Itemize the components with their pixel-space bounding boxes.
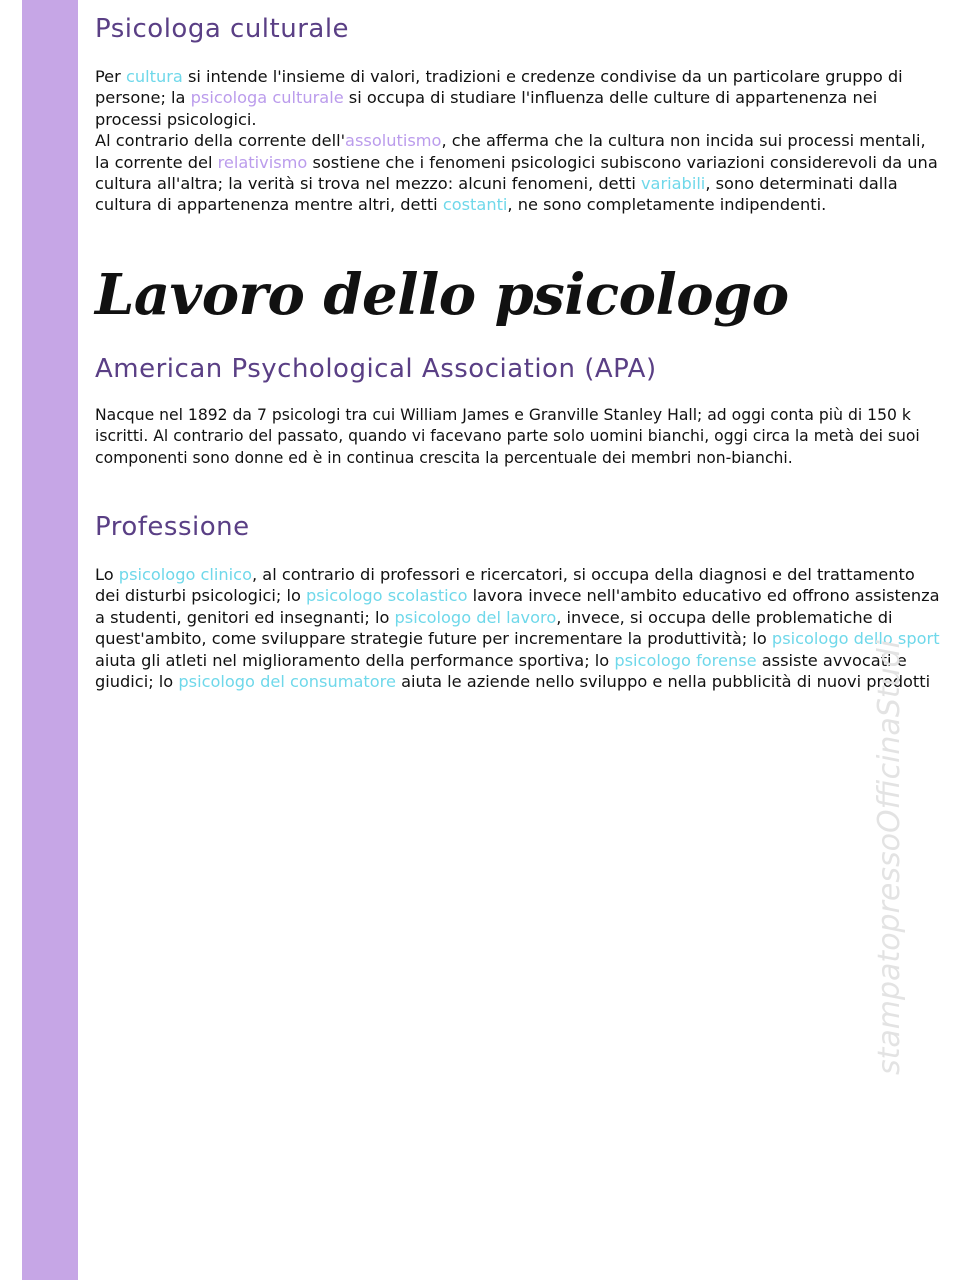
term-psicologo-clinico: psicologo clinico [118,565,252,584]
term-psicologo-dello-sport: psicologo dello sport [771,629,940,649]
paragraph-apa: Nacque nel 1892 da 7 psicologi tra cui William James e Granville Stanley Hall; ad oggi conta più di 150 k iscritti. Al contrario del passato, quando vi facevano parte solo uomini bianchi, oggi circa la metà dei suoi componenti sono donne ed è in continua crescita la percentuale dei membri non-bianchi. [95,406,920,467]
term-relativismo: relativismo [217,152,308,172]
term-cultura: cultura [125,67,183,86]
term-psicologo-del-lavoro: psicologo del lavoro [394,607,557,627]
term-psicologo-scolastico: psicologo scolastico [306,586,468,606]
watermark: stampatopressoOfficinaStudi [872,639,907,1075]
term-psicologo-del-consumatore: psicologo del consumatore [178,672,396,692]
heading-psicologa-culturale: Psicologa culturale [95,14,350,44]
left-margin-bar [22,0,78,1280]
term-assolutismo: assolutismo [345,131,442,151]
heading-professione: Professione [95,512,250,542]
term-psicologa-culturale: psicologa culturale [190,88,344,108]
heading-apa: American Psychological Association (APA) [95,354,657,384]
paragraph-professione: Lo psicologo clinico, al contrario di professori e ricercatori, si occupa della diagnosi e del trattamento dei disturbi psicologici; lo psicologo scolastico lavora invece nell'ambito educativo ed offrono assistenza a studenti, genitori ed insegnanti; lo psicologo del lavoro, invece, si occupa delle problematiche di quest'ambito, come sviluppare strategie future per incrementare la produttività; lo psicologo dello sport aiuta gli atleti nel miglioramento della performance sportiva; lo psicologo forense assiste avvocati e giudici; lo psicologo del consumatore aiuta le aziende nello sviluppo e nella pubblicità di nuovi prodotti [95,565,940,692]
term-variabili: variabili [640,174,706,194]
term-costanti: costanti [442,195,508,215]
main-title: Lavoro dello psicologo [95,262,789,328]
term-psicologo-forense: psicologo forense [614,650,757,670]
paragraph-psicologa-culturale: Per cultura si intende l'insieme di valori, tradizioni e credenze condivise da un particolare gruppo di persone; la psicologa culturale si occupa di studiare l'influenza delle culture di appartenenza nei processi psicologici. Al contrario della corrente dell'assolutismo, che afferma che la cultura non incida sui processi mentali, la corrente del relativismo sostiene che i fenomeni psicologici subiscono variazioni considerevoli da una cultura all'altra; la verità si trova nel mezzo: alcuni fenomeni, detti variabili, sono determinati dalla cultura di appartenenza mentre altri, detti costanti, ne sono completamente indipendenti. [95,67,938,215]
